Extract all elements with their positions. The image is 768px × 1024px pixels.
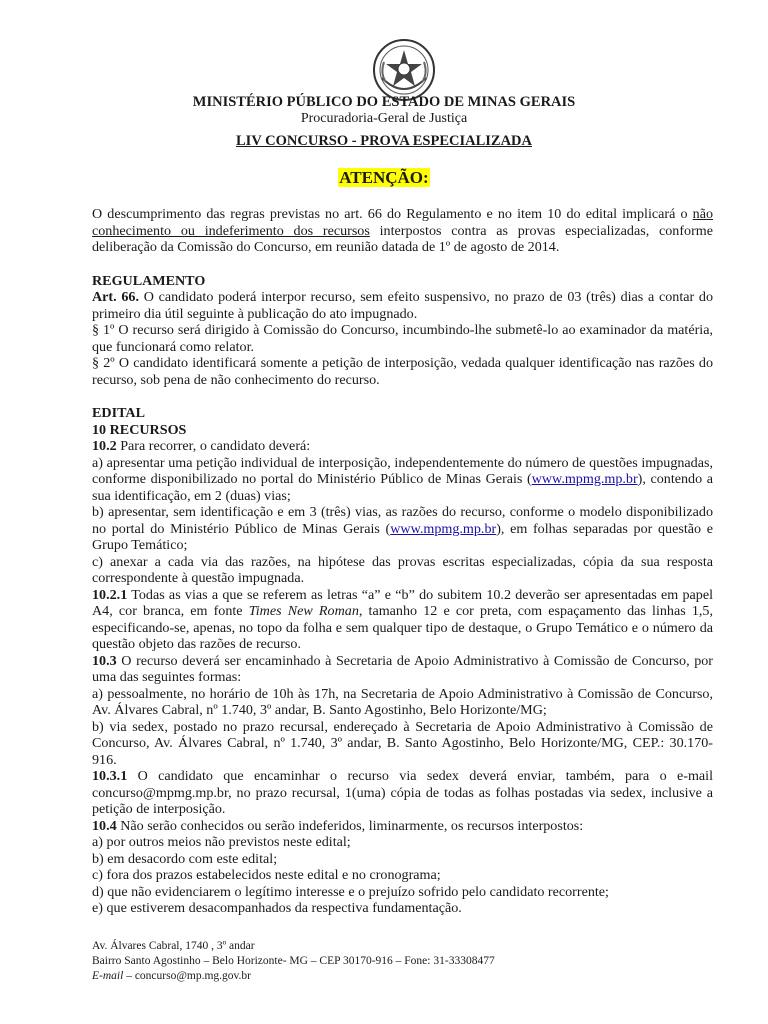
section-10-3-label: 10.3 xyxy=(92,652,117,669)
item-10-3-a: a) pessoalmente, no horário de 10h às 17h, na Secretaria de Apoio Administrativo à Comissão de Concurso, Av. Álvares Cabral, nº 1.740, 3º andar, B. Santo Agostinho, Belo Horizonte/MG; xyxy=(92,685,713,718)
item-10-2-c: c) anexar a cada via das razões, na hipótese das provas escritas especializadas, cópia da sua resposta correspondente à questão impugnada. xyxy=(92,553,713,586)
item-b-text-end: ), em folhas separadas por questão e Grupo Temático; xyxy=(92,520,713,553)
section-10-2-1 xyxy=(92,587,713,653)
mpmg-portal-link[interactable]: www.mpmg.mp.br xyxy=(390,520,497,537)
section-10-4 xyxy=(92,818,713,835)
section-10-3 xyxy=(92,653,713,686)
item-10-3-b: b) via sedex, postado no prazo recursal, endereçado à Secretaria de Apoio Administrativo à Comissão de Concurso, Av. Álvares Cabral, nº 1.740, 3º andar, B. Santo Agostinho, Belo Horizonte/MG, CEP.: 30.170-916. xyxy=(92,718,713,768)
section-10-2-text: Para recorrer, o candidato deverá: xyxy=(116,438,311,454)
section-10-4-text: Não serão conhecidos ou serão indeferidos, liminarmente, os recursos interpostos: xyxy=(116,817,584,834)
section-10-2-1-label: 10.2.1 xyxy=(92,586,128,603)
item-a-text-end: ), contendo a sua identificação, em 2 (duas) vias; xyxy=(92,471,713,504)
attention-banner xyxy=(0,168,768,188)
item-10-2-b xyxy=(92,504,713,554)
mpmg-portal-link[interactable]: www.mpmg.mp.br xyxy=(531,471,638,487)
state-coat-of-arms-icon xyxy=(372,38,436,102)
section-10-3-1-label: 10.3.1 xyxy=(92,768,128,784)
section-10-4-label: 10.4 xyxy=(92,817,117,834)
attention-label: ATENÇÃO: xyxy=(339,168,429,187)
section-10-3-1-text: O candidato que encaminhar o recurso via sedex deverá enviar, também, para o e-mail concurso@mpmg.mp.br, no prazo recursal, 1(uma) cópia de todas as folhas postadas via sedex, inclusive a petição de interposição. xyxy=(92,768,713,817)
footer-district-contact: Bairro Santo Agostinho – Belo Horizonte- MG – CEP 30170-916 – Fone: 31-33308477 xyxy=(92,955,495,967)
department-subtitle: Procuradoria-Geral de Justiça xyxy=(300,111,468,126)
intro-text: O descumprimento das regras previstas no art. 66 do Regulamento e no item 10 do edital implicará o xyxy=(92,206,693,222)
document-body xyxy=(92,206,713,917)
list-item: b) em desacordo com este edital; xyxy=(92,850,278,867)
paragraph-1: § 1º O recurso será dirigido à Comissão do Concurso, incumbindo-lhe submetê-lo ao examinador da matéria, que funcionará como relator. xyxy=(92,322,713,355)
art-66-label: Art. 66. xyxy=(92,289,139,305)
item-a-text: a) apresentar uma petição individual de interposição, independentemente do número de questões impugnadas, conforme disponibilizado no portal do Ministério Público de Minas Gerais ( xyxy=(92,454,713,487)
list-item: c) fora dos prazos estabelecidos neste edital e no cronograma; xyxy=(92,867,441,883)
item-b-text: b) apresentar, sem identificação e em 3 (três) vias, as razões do recurso, conforme o modelo disponibilizado no portal do Ministério Público de Minas Gerais ( xyxy=(92,504,713,537)
edital-heading: EDITAL xyxy=(92,405,145,421)
intro-text-end: interpostos contra as provas especializadas, conforme deliberação da Comissão do Concurso, em reunião datada de 1º de agosto de 2014. xyxy=(92,222,713,255)
section-10-2-label: 10.2 xyxy=(92,438,117,454)
footer-address: Av. Álvares Cabral, 1740 , 3º andar xyxy=(92,940,255,952)
art-66-paragraph xyxy=(92,289,713,322)
section-10-2-1-text-end: , tamanho 12 e cor preta, com espaçamento das linhas 1,5, especificando-se, apenas, no topo da folha e sem qualquer tipo de destaque, o Grupo Temático e o número da questão objeto das razões de recurso. xyxy=(92,603,713,652)
footer-email xyxy=(92,969,495,984)
page-footer xyxy=(92,939,495,984)
item-10-2-a xyxy=(92,455,713,505)
recursos-heading: 10 RECURSOS xyxy=(92,421,187,438)
intro-paragraph xyxy=(92,206,713,256)
section-10-2 xyxy=(92,438,713,455)
section-10-3-text: O recurso deverá ser encaminhado à Secretaria de Apoio Administrativo à Comissão de Concurso, por uma das seguintes formas: xyxy=(92,652,713,685)
list-item: a) por outros meios não previstos neste edital; xyxy=(92,834,351,850)
font-name-text: Times New Roman xyxy=(248,603,359,619)
list-item: e) que estiverem desacompanhados da respectiva fundamentação. xyxy=(92,900,462,916)
section-10-3-1 xyxy=(92,768,713,818)
paragraph-2: § 2º O candidato identificará somente a petição de interposição, vedada qualquer identificação nas razões do recurso, sob pena de não conhecimento do recurso. xyxy=(92,355,713,388)
exam-title: LIV CONCURSO - PROVA ESPECIALIZADA xyxy=(236,133,532,149)
intro-underlined-text: não conhecimento ou indeferimento dos recursos xyxy=(92,206,713,239)
institution-title: MINISTÉRIO PÚBLICO DO ESTADO DE MINAS GERAIS xyxy=(192,94,576,110)
footer-email-label: E-mail xyxy=(92,970,124,982)
footer-email-address: – concurso@mp.mg.gov.br xyxy=(123,970,252,982)
list-item: d) que não evidenciarem o legítimo interesse e o prejuízo sofrido pelo candidato recorrente; xyxy=(92,883,609,900)
art-66-text: O candidato poderá interpor recurso, sem efeito suspensivo, no prazo de 03 (três) dias a contar do primeiro dia útil seguinte à publicação do ato impugnado. xyxy=(92,289,713,322)
section-10-2-1-text: Todas as vias a que se referem as letras “a” e “b” do subitem 10.2 deverão ser apresentadas em papel A4, cor branca, em fonte xyxy=(92,586,713,619)
regulamento-heading: REGULAMENTO xyxy=(92,272,206,289)
